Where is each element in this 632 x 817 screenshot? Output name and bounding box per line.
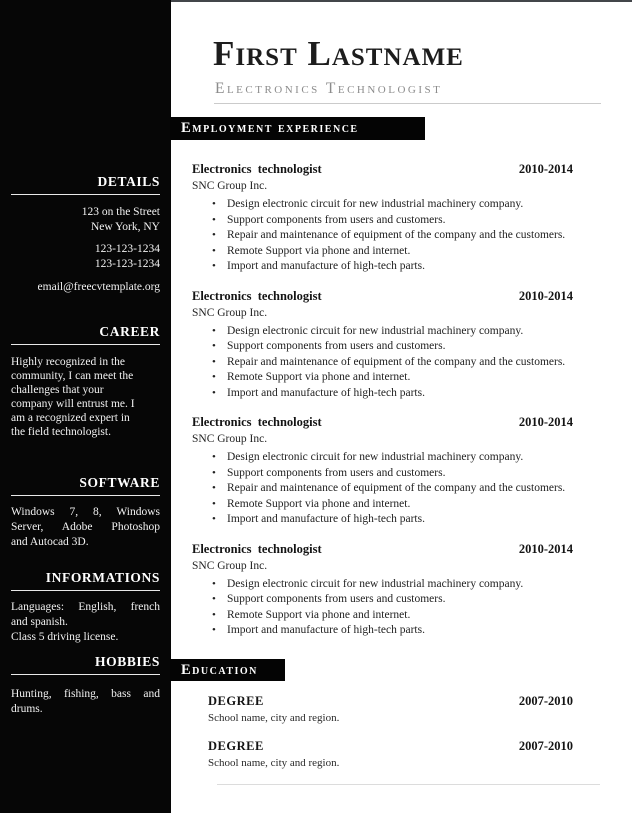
degree-title: DEGREE: [208, 694, 264, 708]
degree-dates: 2007-2010: [518, 694, 573, 708]
job-bullet: • Remote Support via phone and internet.: [170, 497, 590, 513]
software-line: Server, Adobe Photoshop: [11, 521, 160, 533]
details-heading-rule: [11, 194, 160, 195]
job-bullet: • Repair and maintenance of equipment of the company and the customers.: [170, 355, 590, 371]
job-bullet: • Design electronic circuit for new industrial machinery company.: [170, 450, 590, 466]
employment-entry: [170, 288, 590, 402]
company-name: SNC Group Inc.: [192, 180, 268, 192]
hobbies-heading: HOBBIES: [95, 654, 160, 669]
school-name: School name, city and region.: [208, 712, 340, 724]
career-line: company will entrust me. I: [11, 398, 135, 410]
phone-block: [11, 242, 160, 272]
job-bullet: • Import and manufacture of high-tech parts.: [170, 512, 590, 528]
address-line: New York, NY: [90, 221, 160, 233]
job-bullet: • Design electronic circuit for new industrial machinery company.: [170, 324, 590, 340]
education-entry-header: [170, 694, 590, 709]
career-paragraph: [11, 355, 160, 439]
education-bottom-rule: [217, 784, 600, 785]
entry-header: [170, 414, 590, 430]
job-bullet: • Import and manufacture of high-tech parts.: [170, 386, 590, 402]
sidebar-section-hobbies: [11, 654, 160, 717]
education-entries: [170, 694, 590, 784]
phone-line: 123-123-1234: [94, 258, 160, 270]
informations-heading: INFORMATIONS: [45, 570, 160, 585]
address-block: [11, 205, 160, 235]
sidebar: [0, 0, 171, 813]
header-rule: [214, 103, 601, 104]
education-entry: [170, 694, 590, 726]
entry-header: [170, 541, 590, 557]
entry-header: [170, 161, 590, 177]
address-line: 123 on the Street: [81, 206, 160, 218]
hobbies-line: Hunting, fishing, bass and: [11, 688, 160, 700]
sidebar-section-details: [11, 174, 160, 295]
job-bullet: • Remote Support via phone and internet.: [170, 244, 590, 260]
career-line: challenges that your: [11, 384, 104, 396]
job-title: Electronics technologist: [192, 288, 322, 303]
job-title: Electronics technologist: [192, 415, 322, 429]
job-title: Electronics technologist: [192, 162, 322, 176]
software-line: and Autocad 3D.: [11, 536, 89, 548]
job-bullet: • Design electronic circuit for new industrial machinery company.: [170, 577, 590, 593]
person-name: First Lastname: [213, 34, 464, 73]
job-subtitle: Electronics Technologist: [215, 80, 443, 97]
job-bullet: • Support components from users and customers.: [170, 466, 590, 482]
software-line: Windows 7, 8, Windows: [11, 506, 160, 518]
job-bullet: • Repair and maintenance of equipment of the company and the customers.: [170, 228, 590, 244]
school-name: School name, city and region.: [208, 757, 340, 769]
job-bullet: • Repair and maintenance of equipment of the company and the customers.: [170, 481, 590, 497]
job-dates: 2010-2014: [518, 162, 573, 176]
sidebar-section-career: [11, 324, 160, 439]
details-heading: DETAILS: [97, 174, 160, 189]
job-dates: 2010-2014: [518, 541, 573, 556]
email-text: email@freecvtemplate.org: [37, 281, 160, 293]
job-bullets: [170, 197, 590, 275]
informations-line: Languages: English, french: [11, 601, 160, 613]
phone-line: 123-123-1234: [94, 243, 160, 255]
informations-line: and spanish.: [11, 616, 68, 628]
sidebar-section-informations: [11, 570, 160, 645]
job-bullet: • Support components from users and customers.: [170, 592, 590, 608]
education-entry: [170, 739, 590, 771]
job-bullets: [170, 450, 590, 528]
career-line: the field technologist.: [11, 426, 111, 438]
degree-title: DEGREE: [208, 739, 264, 753]
employment-section-banner: Employment experience: [170, 117, 425, 140]
employment-entry: [170, 161, 590, 275]
career-line: am a recognized expert in: [11, 412, 130, 424]
informations-heading-rule: [11, 590, 160, 591]
job-bullet: • Import and manufacture of high-tech parts.: [170, 623, 590, 639]
career-line: community, I can meet the: [11, 370, 134, 382]
job-bullet: • Design electronic circuit for new industrial machinery company.: [170, 197, 590, 213]
job-bullet: • Import and manufacture of high-tech parts.: [170, 259, 590, 275]
job-bullet: • Remote Support via phone and internet.: [170, 370, 590, 386]
career-line: Highly recognized in the: [11, 356, 126, 368]
company-name: SNC Group Inc.: [192, 559, 268, 572]
informations-line: Class 5 driving license.: [11, 631, 119, 643]
career-heading: CAREER: [99, 324, 160, 339]
hobbies-line: drums.: [11, 703, 43, 715]
job-bullet: • Support components from users and customers.: [170, 339, 590, 355]
employment-entries: [170, 161, 590, 652]
software-heading: SOFTWARE: [79, 475, 160, 490]
company-name: SNC Group Inc.: [192, 306, 268, 319]
education-section-banner: Education: [170, 659, 285, 681]
career-heading-rule: [11, 344, 160, 345]
job-bullets: [170, 324, 590, 402]
software-paragraph: [11, 505, 160, 550]
employment-entry: [170, 414, 590, 528]
education-entry-header: [170, 739, 590, 754]
job-dates: 2010-2014: [518, 288, 573, 303]
sidebar-section-software: [11, 475, 160, 550]
job-bullet: • Remote Support via phone and internet.: [170, 608, 590, 624]
degree-dates: 2007-2010: [518, 739, 573, 753]
entry-header: [170, 288, 590, 304]
hobbies-heading-rule: [11, 674, 160, 675]
employment-entry: [170, 541, 590, 639]
page-top-border: [170, 0, 632, 2]
hobbies-paragraph: [11, 687, 160, 717]
job-dates: 2010-2014: [518, 415, 573, 429]
job-title: Electronics technologist: [192, 541, 322, 556]
job-bullets: [170, 577, 590, 639]
job-bullet: • Support components from users and customers.: [170, 213, 590, 229]
company-name: SNC Group Inc.: [192, 433, 268, 445]
software-heading-rule: [11, 495, 160, 496]
informations-paragraph: [11, 600, 160, 645]
